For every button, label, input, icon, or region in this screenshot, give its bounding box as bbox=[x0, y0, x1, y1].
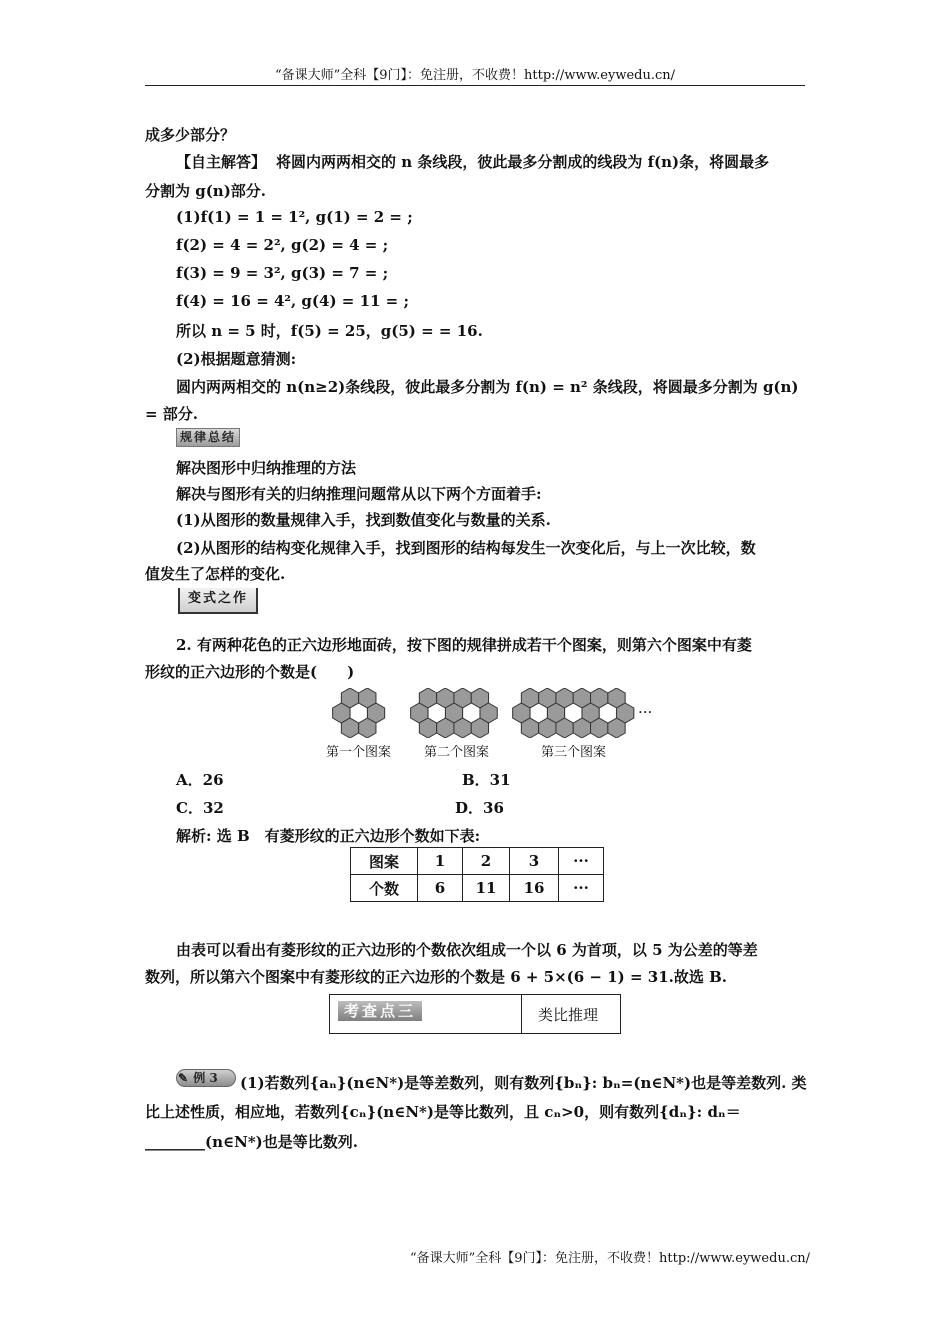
table-cell: 3 bbox=[510, 848, 559, 875]
text-line: (1)f(1) = 1 = 1², g(1) = 2 = ; bbox=[176, 208, 413, 226]
example-line: 比上述性质，相应地，若数列{cₙ}(n∈N*)是等比数列，且 cₙ>0，则有数列{dₙ}: dₙ＝ bbox=[145, 1103, 741, 1121]
text-line: 分割为 g(n)部分. bbox=[145, 182, 267, 200]
guilv-tag: 规律总结 bbox=[176, 428, 240, 447]
kaochadian-left bbox=[330, 995, 522, 1033]
table-cell: 图案 bbox=[351, 848, 418, 875]
text-line: 解决与图形有关的归纳推理问题常从以下两个方面着手: bbox=[176, 485, 542, 503]
solution-label: 【自主解答】 bbox=[176, 153, 267, 171]
count-table bbox=[350, 847, 604, 902]
question-line: 2. 有两种花色的正六边形地面砖，按下图的规律拼成若干个图案，则第六个图案中有菱 bbox=[176, 636, 752, 654]
text-line: 值发生了怎样的变化. bbox=[145, 565, 286, 583]
option-d: D．36 bbox=[455, 799, 504, 817]
text-line: 将圆内两两相交的 n 条线段，彼此最多分割成的线段为 f(n)条，将圆最多 bbox=[276, 153, 770, 171]
kaochadian-label: 考查点三 bbox=[338, 1001, 422, 1021]
table-row bbox=[351, 875, 604, 902]
figure-ellipsis: ··· bbox=[638, 703, 653, 721]
figure-caption: 第三个图案 bbox=[541, 745, 607, 760]
header-rule bbox=[145, 85, 805, 86]
page-header: “备课大师”全科【9门】：免注册，不收费！http://www.eywedu.cn/ bbox=[274, 68, 676, 83]
question-line: 形纹的正六边形的个数是( ) bbox=[145, 663, 355, 681]
table-cell: 2 bbox=[463, 848, 510, 875]
table-cell: 16 bbox=[510, 875, 559, 902]
text-line: f(2) = 4 = 2², g(2) = 4 = ; bbox=[176, 236, 389, 254]
option-c: C．32 bbox=[176, 799, 224, 817]
hexagon-pattern-figure bbox=[320, 688, 680, 738]
page-footer: “备课大师”全科【9门】：免注册，不收费！http://www.eywedu.cn/ bbox=[409, 1251, 810, 1266]
text-line: (2)从图形的结构变化规律入手，找到图形的结构每发生一次变化后，与上一次比较，数 bbox=[176, 539, 756, 557]
bianshi-tag: 变式之作 bbox=[178, 588, 258, 614]
example-line: ________(n∈N*)也是等比数列. bbox=[145, 1133, 358, 1151]
figure-caption: 第一个图案 bbox=[326, 745, 392, 760]
table-cell: ··· bbox=[559, 848, 604, 875]
text-line: 由表可以看出有菱形纹的正六边形的个数依次组成一个以 6 为首项，以 5 为公差的等差 bbox=[176, 941, 758, 959]
example-line: (1)若数列{aₙ}(n∈N*)是等差数列，则有数列{bₙ}: bₙ=(n∈N*)也是等差数列. 类 bbox=[240, 1074, 807, 1092]
option-a: A．26 bbox=[176, 771, 224, 789]
text-line: = 部分. bbox=[145, 405, 199, 423]
text-line: 成多少部分？ bbox=[145, 126, 236, 144]
text-line: f(3) = 9 = 3², g(3) = 7 = ; bbox=[176, 264, 389, 282]
analysis-line: 解析: 选 B 有菱形纹的正六边形个数如下表: bbox=[176, 827, 481, 845]
text-line: (2)根据题意猜测: bbox=[176, 350, 297, 368]
text-line: 所以 n = 5 时，f(5) = 25，g(5) = = 16. bbox=[176, 322, 483, 340]
text-line: f(4) = 16 = 4², g(4) = 11 = ; bbox=[176, 292, 409, 310]
table-cell: 11 bbox=[463, 875, 510, 902]
figure-caption: 第二个图案 bbox=[424, 745, 490, 760]
table-cell: 6 bbox=[418, 875, 463, 902]
kaochadian-title: 类比推理 bbox=[538, 1006, 599, 1024]
example-badge bbox=[176, 1069, 236, 1087]
text-line: 圆内两两相交的 n(n≥2)条线段，彼此最多分割为 f(n) = n² 条线段，将圆最多分割为 g(n) bbox=[176, 378, 799, 396]
option-b: B．31 bbox=[462, 771, 511, 789]
section-title: 解决图形中归纳推理的方法 bbox=[176, 459, 357, 477]
table-cell: 个数 bbox=[351, 875, 418, 902]
example-label: 例 3 bbox=[193, 1071, 218, 1085]
table-cell: ··· bbox=[559, 875, 604, 902]
table-row bbox=[351, 848, 604, 875]
text-line: (1)从图形的数量规律入手，找到数值变化与数量的关系. bbox=[176, 511, 551, 529]
table-cell: 1 bbox=[418, 848, 463, 875]
kaochadian-box bbox=[329, 994, 621, 1034]
pencil-icon: ✎ bbox=[177, 1071, 189, 1085]
text-line: 数列，所以第六个图案中有菱形纹的正六边形的个数是 6 + 5×(6 − 1) = 31.故选 B. bbox=[145, 968, 727, 986]
